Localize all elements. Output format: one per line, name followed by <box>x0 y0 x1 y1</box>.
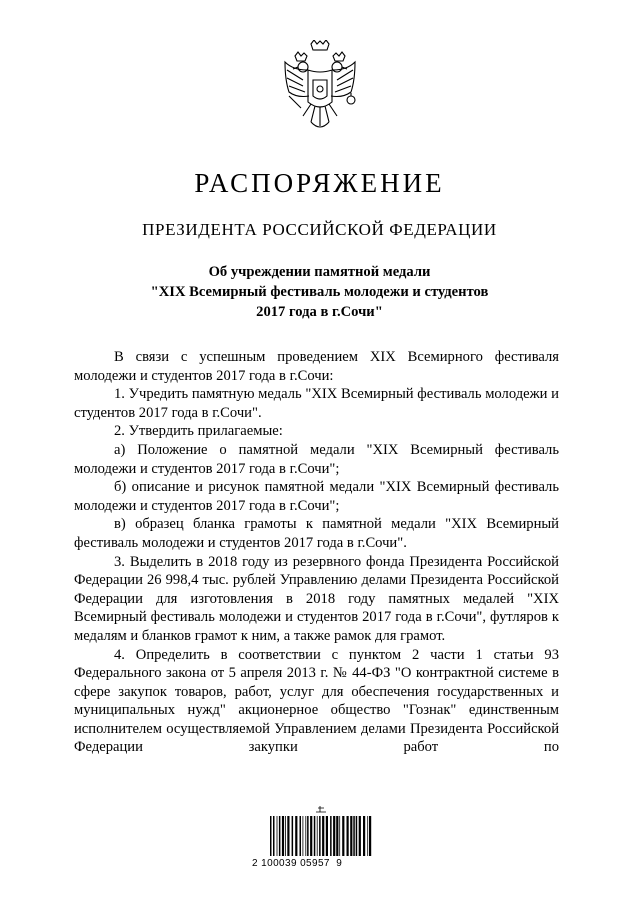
barcode-digits: 2 100039 05957 9 <box>252 858 343 869</box>
document-type-heading: РАСПОРЯЖЕНИЕ <box>194 168 445 198</box>
paragraph: 2. Утвердить прилагаемые: <box>114 423 283 440</box>
paragraph: а) Положение о памятной медали "XIX Всемирный фестиваль молодежи и студентов 2017 года в г.Сочи"; <box>74 441 559 477</box>
paragraph: В связи с успешным проведением XIX Всемирного фестиваля молодежи и студентов 2017 года в г.Сочи: <box>74 349 559 384</box>
title-line: Об учреждении памятной медали <box>208 264 431 280</box>
coat-of-arms-icon <box>281 40 359 138</box>
issuer-heading: ПРЕЗИДЕНТА РОССИЙСКОЙ ФЕДЕРАЦИИ <box>142 220 497 239</box>
paragraph: 1. Учредить памятную медаль "XIX Всемирный фестиваль молодежи и студентов 2017 года в г.Сочи". <box>74 386 559 421</box>
paragraph: в) образец бланка грамоты к памятной медали "XIX Всемирный фестиваль молодежи и студентов 2017 года в г.Сочи". <box>74 516 559 551</box>
title-line: "XIX Всемирный фестиваль молодежи и студентов <box>150 284 489 300</box>
paragraph: 4. Определить в соответствии с пунктом 2 части 1 статьи 93 Федерального закона от 5 апреля 2013 г. № 44-ФЗ "О контрактной системе в сфере закупок товаров, работ, услуг для обеспечения государственных и муниципальных нужд" акционерное общество "Гознак" единственным исполнителем осуществляемой Управлением делами Президента Российской Федерации закупки работ по <box>74 646 559 756</box>
document-body <box>74 348 559 757</box>
title-line: 2017 года в г.Сочи" <box>256 304 383 320</box>
document-title <box>90 262 549 322</box>
paragraph: б) описание и рисунок памятной медали "XIX Всемирный фестиваль молодежи и студентов 2017 года в г.Сочи"; <box>74 479 559 514</box>
paragraph: 3. Выделить в 2018 году из резервного фонда Президента Российской Федерации 26 998,4 тыс. рублей Управлению делами Президента Российской Федерации для изготовления в 2018 году памятных медалей "XIX Всемирный фестиваль молодежи и студентов 2017 года в г.Сочи", футляров к медалям и бланков грамот к ним, а также рамок для грамот. <box>74 553 559 644</box>
barcode <box>268 806 372 856</box>
